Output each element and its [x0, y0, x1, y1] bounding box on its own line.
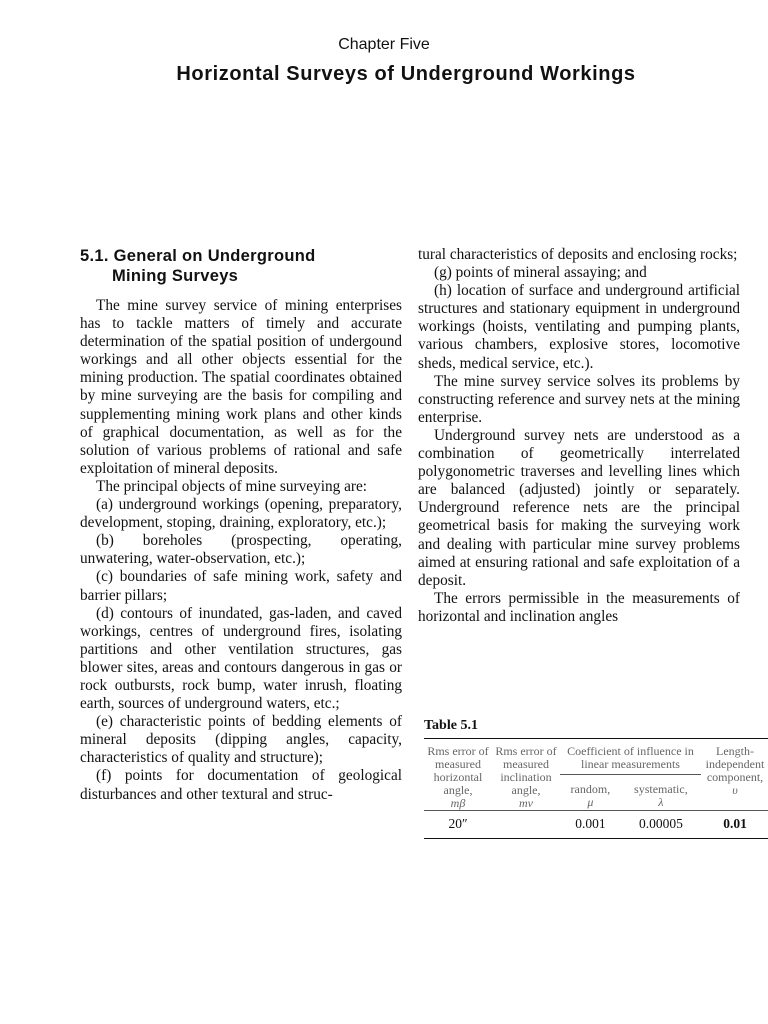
header-label: systematic,: [634, 782, 688, 796]
right-column: [418, 246, 740, 626]
table-row: [424, 811, 768, 839]
header-rms-inclination: [492, 739, 560, 811]
chapter-label: Chapter Five: [338, 36, 430, 53]
list-item: (d) contours of inundated, gas-laden, and caved workings, centres of underground fires, isolating partitions and other ventilation structures, gas blower sites, areas and contours dangerous in gas or rock outbursts, rock bump, water inrush, floating earth, sources of underground waters, etc.;: [80, 604, 402, 713]
list-item: (g) points of mineral assaying; and: [434, 264, 647, 282]
list-item: (c) boundaries of safe mining work, safety and barrier pillars;: [80, 568, 402, 604]
header-symbol: μ: [587, 795, 594, 809]
cell-m-beta: 20″: [424, 811, 492, 839]
list-item: (f) points for documentation of geological disturbances and other textural and struc-: [80, 767, 402, 803]
header-rms-horizontal: [424, 739, 492, 811]
list-item: (e) characteristic points of bedding elements of mineral deposits (dipping angles, capacity, characteristics of quality and structure);: [80, 713, 402, 767]
cell-upsilon: 0.01: [701, 811, 768, 839]
list-item: (a) underground workings (opening, preparatory, development, stoping, draining, exploratory, etc.);: [80, 496, 402, 532]
section-number: 5.1.: [80, 247, 109, 265]
header-label: Rms error of measured inclination angle,: [495, 744, 557, 797]
header-label: Length-independent component,: [705, 744, 765, 784]
paragraph: The principal objects of mine surveying are:: [96, 477, 368, 495]
list-item-continuation: tural characteristics of deposits and enclosing rocks;: [418, 246, 738, 263]
table-container: [424, 738, 768, 839]
header-symbol: λ: [658, 795, 664, 809]
section-title-line2: Mining Surveys: [112, 267, 239, 285]
header-systematic: [621, 775, 701, 811]
list-item: (b) boreholes (prospecting, operating, unwatering, water-observation, etc.);: [80, 532, 402, 568]
header-symbol: υ: [732, 783, 738, 797]
header-random: [560, 775, 621, 811]
header-symbol: mν: [519, 796, 533, 810]
paragraph: The mine survey service of mining enterprises has to tackle matters of timely and accurate determination of the spatial position of undergound workings and all other objects essential for the mining production. The spatial coordinates obtained by mine surveying are the basis for compiling and supplementing mining work plans and other kinds of graphical documentation, as well as for the solution of various problems of rational and safe exploitation of mineral deposits.: [80, 297, 402, 477]
cell-mu: 0.001: [560, 811, 621, 839]
header-coefficient-group: Coefficient of influence in linear measurements: [560, 739, 701, 775]
section-title-line1: General on Underground: [113, 247, 316, 265]
chapter-title: Horizontal Surveys of Underground Workings: [176, 63, 636, 85]
table-caption: Table 5.1: [424, 718, 478, 733]
header-label: random,: [570, 782, 611, 796]
paragraph: The mine survey service solves its problems by constructing reference and survey nets at the mining enterprise.: [418, 372, 740, 426]
header-symbol: mβ: [450, 796, 466, 810]
left-column: [80, 246, 402, 804]
paragraph: Underground survey nets are understood as a combination of geometrically interrelated polygonometric traverses and levelling lines which are balanced (adjusted) jointly or separately. Underground reference nets are the principal geometrical basis for making the surveying work and dealing with particular mine survey problems aimed at ensuring rational and safe exploitation of a deposit.: [418, 426, 740, 589]
list-item: (h) location of surface and underground artificial structures and stationary equipment in underground workings (hoists, ventilating and pumping plants, various chambers, explosive stores, locomotive sheds, medical service, etc.).: [418, 282, 740, 372]
section-heading: [80, 246, 402, 286]
cell-m-nu: [492, 811, 560, 839]
data-table: [424, 738, 768, 839]
cell-lambda: 0.00005: [621, 811, 701, 839]
header-label: Rms error of measured horizontal angle,: [427, 744, 489, 797]
paragraph: The errors permissible in the measurements of horizontal and inclination angles: [418, 589, 740, 625]
header-length-independent: [701, 739, 768, 811]
